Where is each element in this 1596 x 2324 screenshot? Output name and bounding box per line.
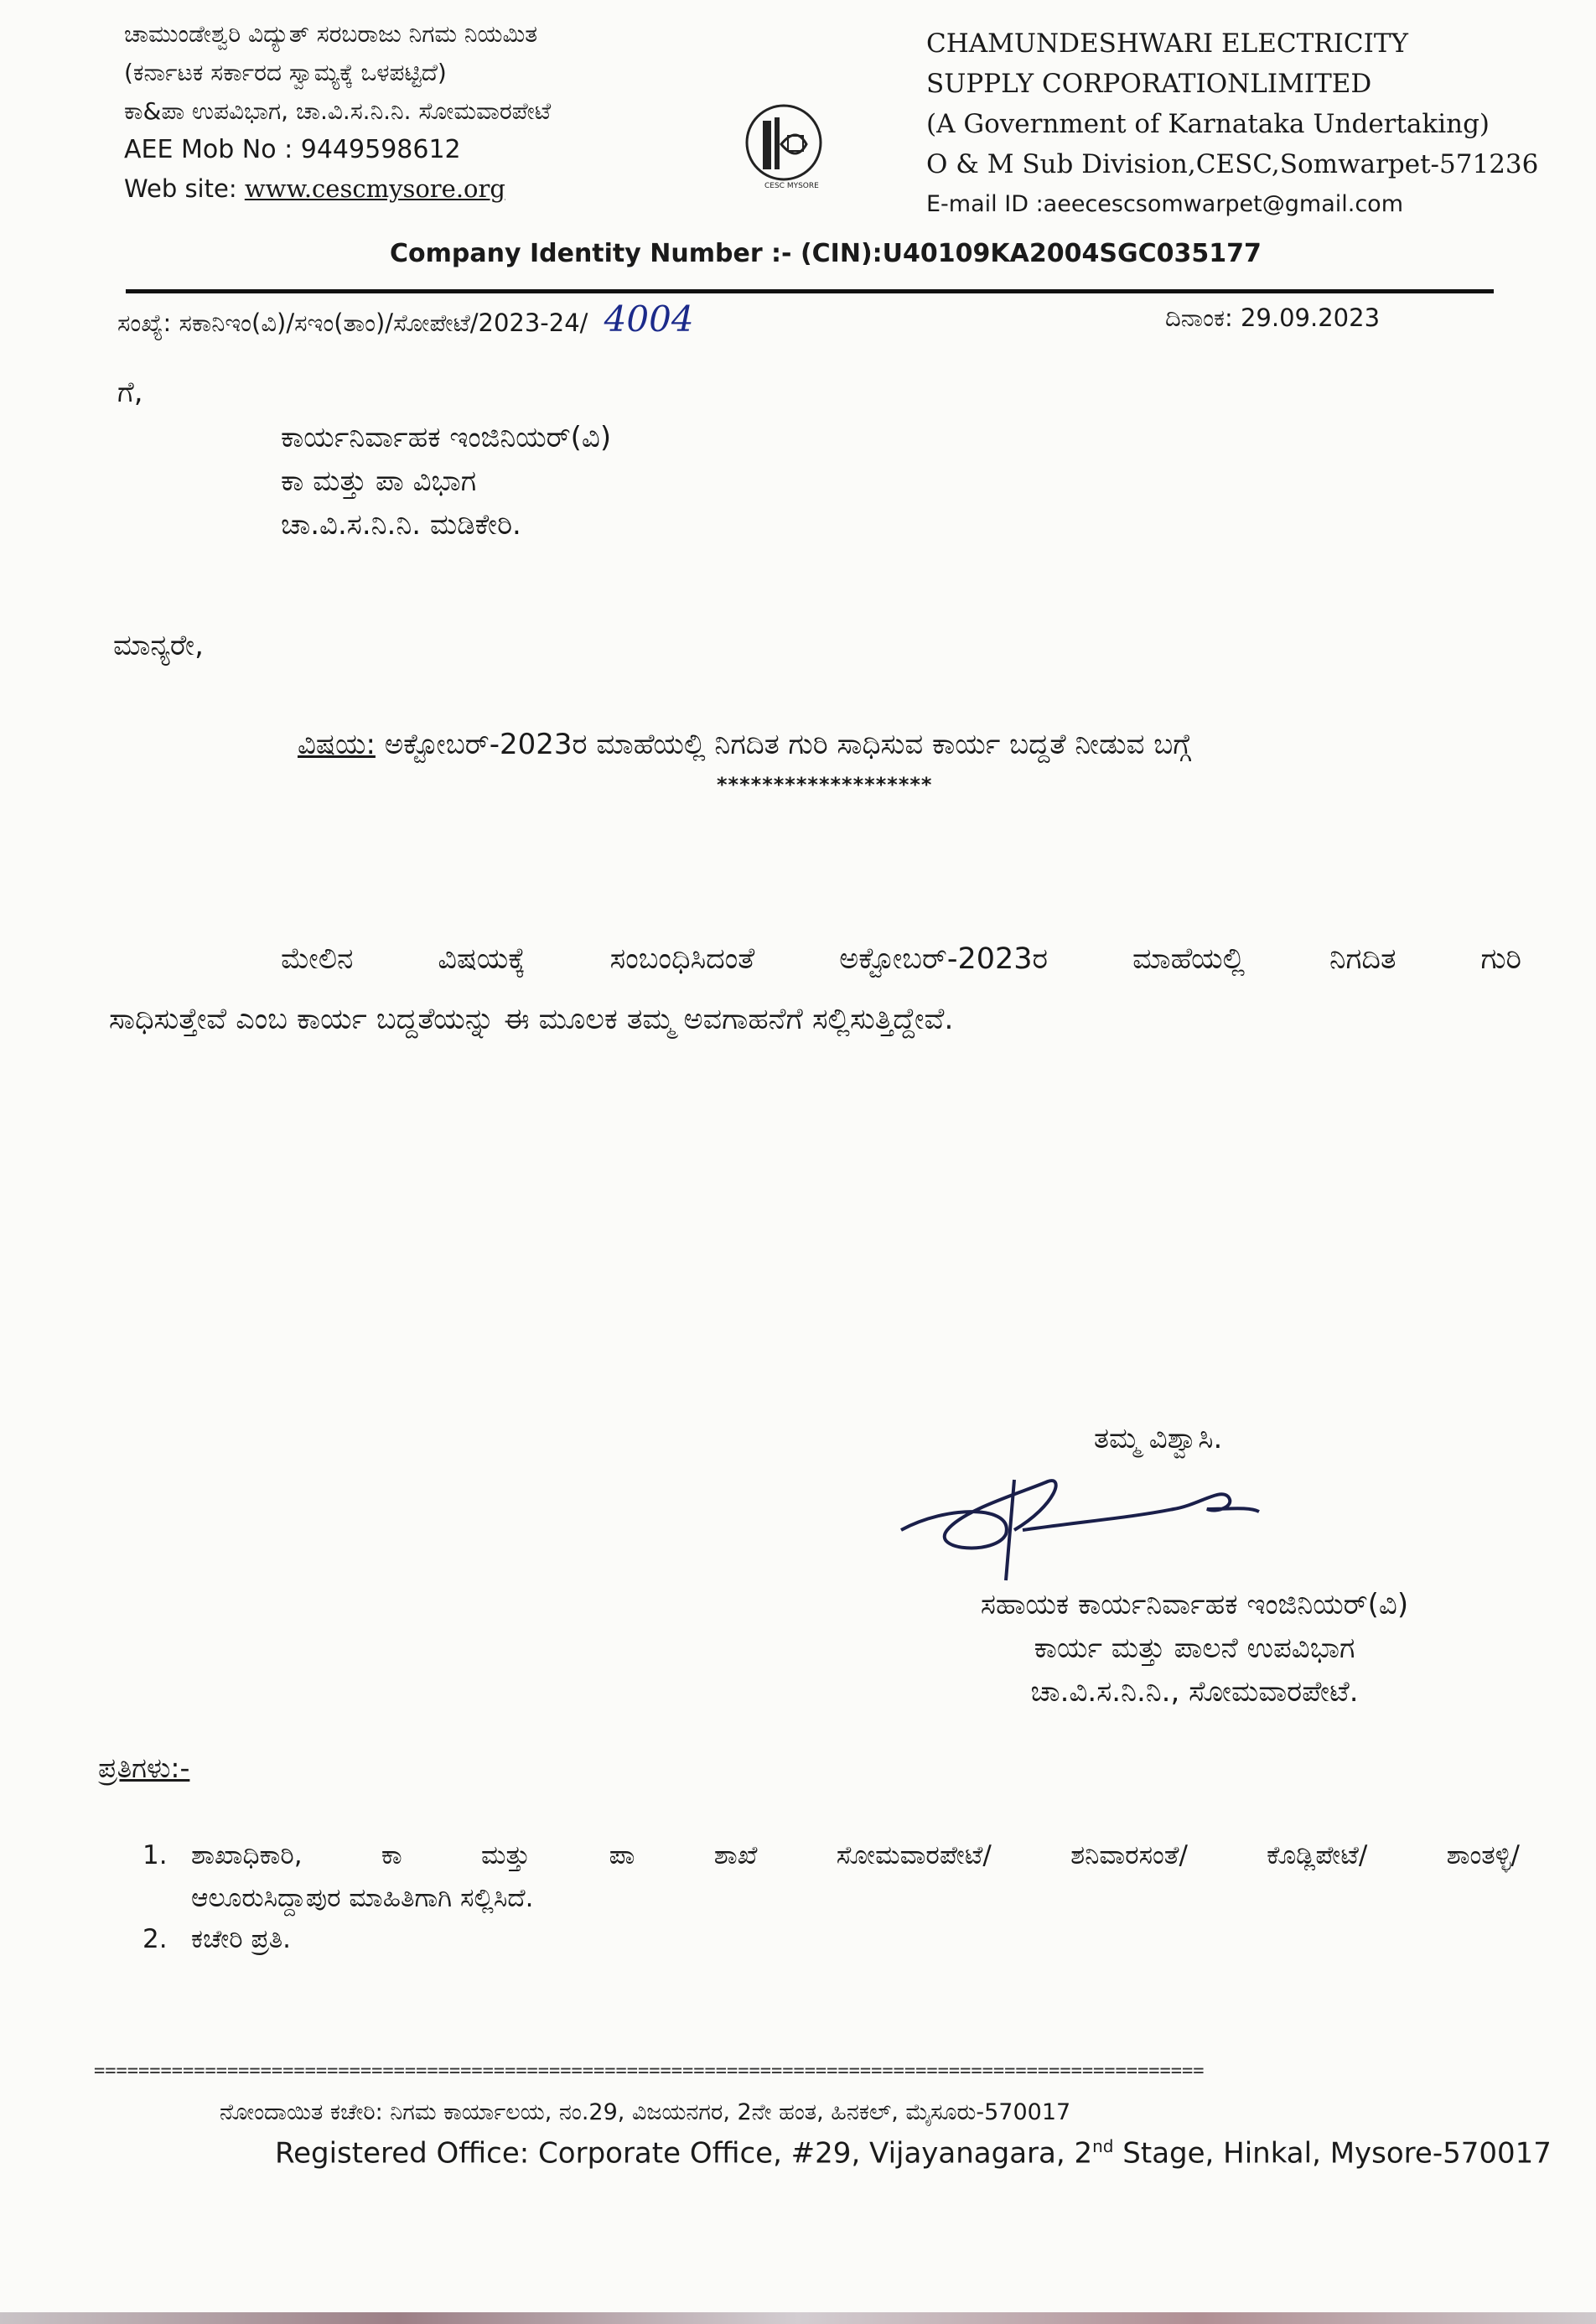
header-left (124, 15, 551, 208)
recipient-line-3: ಚಾ.ವಿ.ಸ.ನಿ.ನಿ. ಮಡಿಕೇರಿ. (281, 508, 521, 542)
footer-english-address (275, 2136, 1552, 2170)
org-name-kannada: ಚಾಮುಂಡೇಶ್ವರಿ ವಿದ್ಯುತ್ ಸರಬರಾಜು ನಿಗಮ ನಿಯಮಿತ (124, 20, 538, 48)
handwritten-number: 4004 (604, 298, 694, 340)
footer-english-post: Stage, Hinkal, Mysore-570017 (1113, 2136, 1552, 2171)
header-rule (126, 289, 1494, 293)
org-status-kannada: (ಕರ್ನಾಟಕ ಸರ್ಕಾರದ ಸ್ವಾಮ್ಯಕ್ಕೆ ಒಳಪಟ್ಟಿದೆ) (124, 59, 447, 86)
email-line[interactable]: E-mail ID :aeecescsomwarpet@gmail.com (926, 191, 1403, 217)
greeting: ಮಾನ್ಯರೇ, (113, 629, 204, 662)
subdivision-english: O & M Sub Division,CESC,Somwarpet-571236 (926, 149, 1539, 179)
org-name-english-2: SUPPLY CORPORATIONLIMITED (926, 69, 1372, 99)
body-line-1 (281, 942, 1521, 976)
reference-number: ಸಂಖ್ಯೆ: ಸಕಾನಿಇಂ(ವಿ)/ಸಇಂ(ತಾಂ)/ಸೋಪೇಟೆ/2023-24/ (117, 309, 588, 337)
copy-item-2-text: ಕಚೇರಿ ಪ್ರತಿ. (191, 1924, 292, 1954)
footer-kannada-address: ನೋಂದಾಯಿತ ಕಚೇರಿ: ನಿಗಮ ಕಾರ್ಯಾಲಯ, ನಂ.29, ವಿಜಯನಗರ, 2ನೇ ಹಂತ, ಹಿನಕಲ್, ಮೈಸೂರು-570017 (220, 2099, 1071, 2125)
subject-label: ವಿಷಯ: (298, 728, 376, 761)
signatory-office: ಕಾರ್ಯ ಮತ್ತು ಪಾಲನೆ ಉಪವಿಭಾಗ (1034, 1631, 1355, 1665)
copy-item-1 (142, 1836, 168, 1875)
recipient-line-1: ಕಾರ್ಯನಿರ್ವಾಹಕ ಇಂಜಿನಿಯರ್(ವಿ) (281, 421, 612, 454)
signatory-block (872, 1583, 1517, 1714)
copy-item-1-line-1 (191, 1836, 1520, 1875)
cin-number: Company Identity Number :- (CIN):U40109KA2004SGC035177 (390, 239, 1262, 268)
subject-line (298, 728, 1191, 761)
reference-line (117, 298, 694, 340)
aee-mobile: AEE Mob No : 9449598612 (124, 135, 461, 164)
org-status-english: (A Government of Karnataka Undertaking) (926, 109, 1490, 139)
to-label: ಗೆ, (117, 376, 143, 409)
footer-english-pre: Registered Office: Corporate Office, #29, Vijayanagara, 2 (275, 2136, 1093, 2171)
copy-item-2-num: 2. (142, 1924, 168, 1954)
subject-stars: ******************* (717, 773, 933, 796)
cesc-logo (721, 92, 847, 193)
svg-text:CESC MYSORE: CESC MYSORE (764, 182, 819, 190)
subject-text: ಅಕ್ಟೋಬರ್-2023ರ ಮಾಹೆಯಲ್ಲಿ ನಿಗದಿತ ಗುರಿ ಸಾಧಿಸುವ ಕಾರ್ಯ ಬದ್ದತೆ ನೀಡುವ ಬಗ್ಗೆ (375, 728, 1191, 761)
scan-edge (0, 2312, 1596, 2324)
signatory-title: ಸಹಾಯಕ ಕಾರ್ಯನಿರ್ವಾಹಕ ಇಂಜಿನಿಯರ್(ವಿ) (980, 1588, 1409, 1621)
letter-date: ದಿನಾಂಕ: 29.09.2023 (1165, 303, 1381, 332)
website-link[interactable]: www.cescmysore.org (244, 174, 505, 203)
subdivision-kannada: ಕಾ&ಪಾ ಉಪವಿಭಾಗ, ಚಾ.ವಿ.ಸ.ನಿ.ನಿ. ಸೋಮವಾರಪೇಟೆ (124, 97, 552, 125)
copy-item-1-line-2: ಆಲೂರುಸಿದ್ದಾಪುರ ಮಾಹಿತಿಗಾಗಿ ಸಲ್ಲಿಸಿದೆ. (191, 1883, 534, 1913)
website-line (124, 169, 551, 208)
recipient-line-2: ಕಾ ಮತ್ತು ಪಾ ವಿಭಾಗ (281, 464, 477, 498)
body-line-2: ಸಾಧಿಸುತ್ತೇವೆ ಎಂಬ ಕಾರ್ಯ ಬದ್ದತೆಯನ್ನು ಈ ಮೂಲಕ ತಮ್ಮ ಅವಗಾಹನೆಗೆ ಸಲ್ಲಿಸುತ್ತಿದ್ದೇವೆ. (109, 1003, 954, 1036)
copies-heading: ಪ್ರತಿಗಳು:- (98, 1751, 190, 1784)
footer-separator: ==================================================================================================== (94, 2061, 1205, 2082)
header-right (926, 23, 1538, 225)
org-name-english-1: CHAMUNDESHWARI ELECTRICITY (926, 29, 1408, 59)
website-label: Web site: (124, 174, 237, 203)
signature (897, 1471, 1274, 1585)
copy-item-1-text-1: ಶಾಖಾಧಿಕಾರಿ, ಕಾ ಮತ್ತು ಪಾ ಶಾಖೆ ಸೋಮವಾರಪೇಟೆ/ ಶನಿವಾರಸಂತೆ/ ಕೊಡ್ಲಿಪೇಟೆ/ ಶಾಂತಳ್ಳಿ/ (191, 1840, 1520, 1870)
signatory-location: ಚಾ.ವಿ.ಸ.ನಿ.ನಿ., ಸೋಮವಾರಪೇಟೆ. (1030, 1675, 1359, 1709)
closing: ತಮ್ಮ ವಿಶ್ವಾಸಿ. (1094, 1422, 1223, 1455)
copy-item-1-num: 1. (142, 1840, 168, 1870)
recipient-address (281, 416, 611, 547)
body-text-1: ಮೇಲಿನ ವಿಷಯಕ್ಕೆ ಸಂಬಂಧಿಸಿದಂತೆ ಅಕ್ಟೋಬರ್-2023ರ ಮಾಹೆಯಲ್ಲಿ ನಿಗದಿತ ಗುರಿ (281, 942, 1521, 976)
footer-english-sup: nd (1092, 2136, 1114, 2156)
